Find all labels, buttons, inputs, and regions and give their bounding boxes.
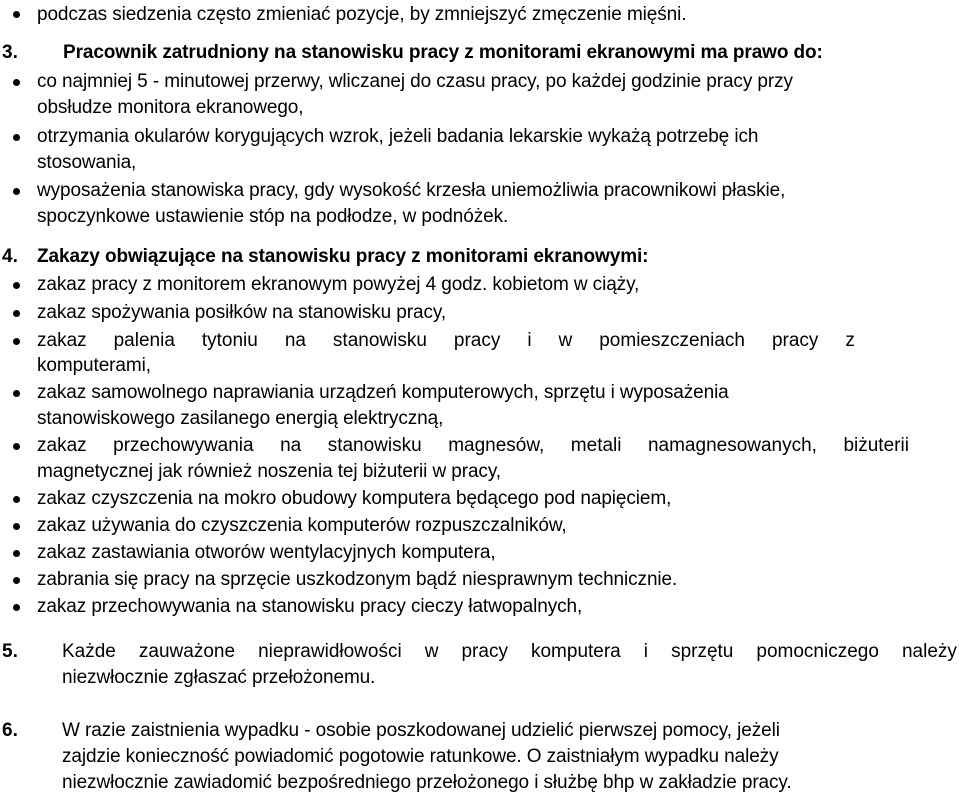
bullet-point: [13, 11, 20, 18]
section-4-item-3-line-2: komputerami,: [37, 355, 151, 376]
section-3-item-3-line-2: spoczynkowe ustawienie stóp na podłodze, w podnóżek.: [37, 206, 509, 227]
word: na: [280, 435, 302, 456]
word: namagnesowanych,: [647, 435, 817, 456]
section-5-line-2: niezwłocznie zgłaszać przełożonemu.: [62, 667, 376, 688]
section-6-line-1: W razie zaistnienia wypadku - osobie poszkodowanej udzielić pierwszej pomocy, jeżeli: [62, 720, 780, 741]
word: palenia: [113, 330, 175, 351]
bullet-point: [13, 188, 20, 195]
section-4-item-5-line-2: magnetycznej jak również noszenia tej biżuterii w pracy,: [37, 461, 501, 482]
bullet-point: [13, 604, 20, 611]
word: na: [284, 330, 306, 351]
section-4-item-4-line-2: stanowiskowego zasilanego energią elektryczną,: [37, 408, 444, 429]
word: zakaz: [37, 330, 87, 351]
word: pracy: [453, 330, 501, 351]
word: stanowisku: [332, 330, 427, 351]
bullet-point: [13, 338, 20, 345]
section-4-item-8: zakaz zastawiania otworów wentylacyjnych komputera,: [37, 542, 496, 563]
bullet-point: [13, 79, 20, 86]
word: i: [643, 641, 649, 662]
word: w: [424, 641, 439, 662]
word: pomieszczeniach: [599, 330, 745, 351]
word: komputera: [530, 641, 621, 662]
section-4-item-9: zabrania się pracy na sprzęcie uszkodzonym bądź niesprawnym technicznie.: [37, 569, 678, 590]
section-3-number: 3.: [2, 42, 18, 63]
word: nieprawidłowości: [258, 641, 402, 662]
word: w: [558, 330, 573, 351]
word: z: [845, 330, 855, 351]
section-4-number: 4.: [2, 246, 18, 267]
bullet-point: [13, 523, 20, 530]
word: i: [527, 330, 532, 351]
bullet-point: [13, 550, 20, 557]
bullet-point: [13, 310, 20, 317]
word: przechowywania: [113, 435, 254, 456]
word: pomocniczego: [756, 641, 879, 662]
section-3-heading: Pracownik zatrudniony na stanowisku pracy z monitorami ekranowymi ma prawo do:: [63, 42, 823, 63]
section-5-line-1: [62, 639, 957, 665]
section-6-number: 6.: [2, 720, 18, 741]
word: magnesów,: [448, 435, 545, 456]
word: biżuterii: [843, 435, 909, 456]
word: pracy: [771, 330, 819, 351]
section-4-item-5-line-1: [37, 433, 909, 459]
list-item-sitting: podczas siedzenia często zmieniać pozycje, by zmniejszyć zmęczenie mięśni.: [37, 4, 687, 25]
bullet-point: [13, 282, 20, 289]
section-4-item-4-line-1: zakaz samowolnego naprawiania urządzeń komputerowych, sprzętu i wyposażenia: [37, 382, 729, 403]
word: tytoniu: [201, 330, 258, 351]
word: metali: [570, 435, 622, 456]
word: zakaz: [37, 435, 87, 456]
section-3-item-2-line-1: otrzymania okularów korygujących wzrok, jeżeli badania lekarskie wykażą potrzebę ich: [37, 126, 759, 147]
section-4-item-1: zakaz pracy z monitorem ekranowym powyżej 4 godz. kobietom w ciąży,: [37, 274, 640, 295]
word: Każde: [62, 641, 116, 662]
section-4-item-3-line-1: [37, 328, 855, 354]
word: sprzętu: [671, 641, 734, 662]
section-4-item-7: zakaz używania do czyszczenia komputerów rozpuszczalników,: [37, 515, 567, 536]
section-4-item-10: zakaz przechowywania na stanowisku pracy cieczy łatwopalnych,: [37, 596, 583, 617]
section-3-item-2-line-2: stosowania,: [37, 152, 137, 173]
word: zauważone: [138, 641, 236, 662]
bullet-point: [13, 134, 20, 141]
word: pracy: [461, 641, 508, 662]
section-6-line-2: zajdzie konieczność powiadomić pogotowie ratunkowe. O zaistniałym wypadku należy: [62, 746, 779, 767]
section-4-item-6: zakaz czyszczenia na mokro obudowy komputera będącego pod napięciem,: [37, 488, 672, 509]
bullet-point: [13, 443, 20, 450]
section-4-heading: Zakazy obwiązujące na stanowisku pracy z monitorami ekranowymi:: [37, 246, 649, 267]
section-3-item-1-line-1: co najmniej 5 - minutowej przerwy, wliczanej do czasu pracy, po każdej godzinie pracy przy: [37, 71, 793, 92]
section-4-item-2: zakaz spożywania posiłków na stanowisku pracy,: [37, 302, 447, 323]
word: należy: [901, 641, 957, 662]
section-5-number: 5.: [2, 641, 18, 662]
section-3-item-3-line-1: wyposażenia stanowiska pracy, gdy wysokość krzesła uniemożliwia pracownikowi płaskie,: [37, 180, 786, 201]
bullet-point: [13, 390, 20, 397]
bullet-point: [13, 496, 20, 503]
section-6-line-3: niezwłocznie zawiadomić bezpośredniego przełożonego i służbę bhp w zakładzie pracy.: [62, 772, 792, 793]
word: stanowisku: [327, 435, 422, 456]
bullet-point: [13, 577, 20, 584]
section-3-item-1-line-2: obsłudze monitora ekranowego,: [37, 97, 304, 118]
